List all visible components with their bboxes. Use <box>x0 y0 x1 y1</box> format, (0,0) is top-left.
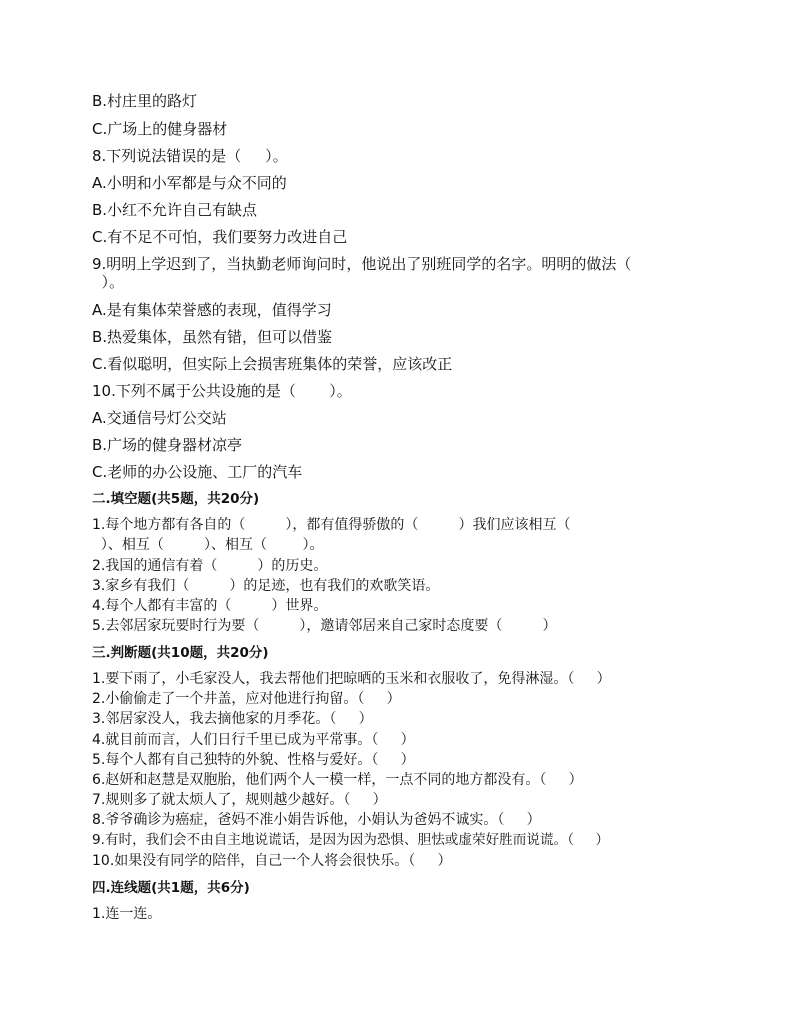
q9-option-a: A.是有集体荣誉感的表现，值得学习 <box>92 301 332 319</box>
q10-question: 10.下列不属于公共设施的是（ ）。 <box>92 382 352 400</box>
q9-question-line1: 9.明明上学迟到了，当执勤老师询问时，他说出了别班同学的名字。明明的做法（ <box>92 255 632 273</box>
tf-q6: 6.赵妍和赵慧是双胞胎，他们两个人一模一样，一点不同的地方都没有。（ ） <box>92 772 583 788</box>
tf-q5: 5.每个人都有自己独特的外貌、性格与爱好。（ ） <box>92 752 415 768</box>
q8-option-a: A.小明和小军都是与众不同的 <box>92 174 287 192</box>
q7-option-c: C.广场上的健身器材 <box>92 120 228 138</box>
tf-q1: 1.要下雨了，小毛家没人，我去帮他们把晾晒的玉米和衣服收了，免得淋湿。（ ） <box>92 671 611 687</box>
q10-option-a: A.交通信号灯公交站 <box>92 409 227 427</box>
fill-q2: 2.我国的通信有着（ ）的历史。 <box>92 558 328 574</box>
q9-option-c: C.看似聪明，但实际上会损害班集体的荣誉，应该改正 <box>92 355 453 373</box>
fill-q5: 5.去邻居家玩要时行为要（ ），邀请邻居来自己家时态度要（ ） <box>92 618 557 634</box>
q9-question-line2: ）。 <box>92 273 125 291</box>
matching-q1: 1.连一连。 <box>92 906 162 922</box>
fill-q1-line2: ）、相互（ ）、相互（ ）。 <box>92 537 324 553</box>
q8-option-b: B.小红不允许自己有缺点 <box>92 201 258 219</box>
section-true-false-heading: 三.判断题(共10题，共20分) <box>92 645 269 661</box>
tf-q7: 7.规则多了就太烦人了，规则越少越好。（ ） <box>92 792 387 808</box>
fill-q1-line1: 1.每个地方都有各自的（ ），都有值得骄傲的（ ）我们应该相互（ <box>92 517 571 533</box>
tf-q4: 4.就目前而言，人们日行千里已成为平常事。（ ） <box>92 732 415 748</box>
tf-q2: 2.小偷偷走了一个井盖，应对他进行拘留。（ ） <box>92 691 401 707</box>
q8-option-c: C.有不足不可怕，我们要努力改进自己 <box>92 228 348 246</box>
q8-question: 8.下列说法错误的是（ ）。 <box>92 147 288 165</box>
q7-option-b: B.村庄里的路灯 <box>92 92 198 110</box>
q10-option-c: C.老师的办公设施、工厂的汽车 <box>92 463 303 481</box>
fill-q4: 4.每个人都有丰富的（ ）世界。 <box>92 598 328 614</box>
tf-q9: 9.有时，我们会不由自主地说谎话，是因为因为恐惧、胆怯或虚荣好胜而说谎。（ ） <box>92 832 610 848</box>
q10-option-b: B.广场的健身器材凉亭 <box>92 436 243 454</box>
q9-option-b: B.热爱集体，虽然有错，但可以借鉴 <box>92 328 333 346</box>
tf-q3: 3.邻居家没人，我去摘他家的月季花。（ ） <box>92 711 373 727</box>
tf-q8: 8.爷爷确诊为癌症，爸妈不准小娟告诉他，小娟认为爸妈不诚实。（ ） <box>92 812 541 828</box>
tf-q10: 10.如果没有同学的陪伴，自己一个人将会很快乐。（ ） <box>92 853 452 869</box>
section-fill-blank-heading: 二.填空题(共5题，共20分) <box>92 491 260 507</box>
fill-q3: 3.家乡有我们（ ）的足迹，也有我们的欢歌笑语。 <box>92 578 440 594</box>
section-matching-heading: 四.连线题(共1题，共6分) <box>92 880 250 896</box>
